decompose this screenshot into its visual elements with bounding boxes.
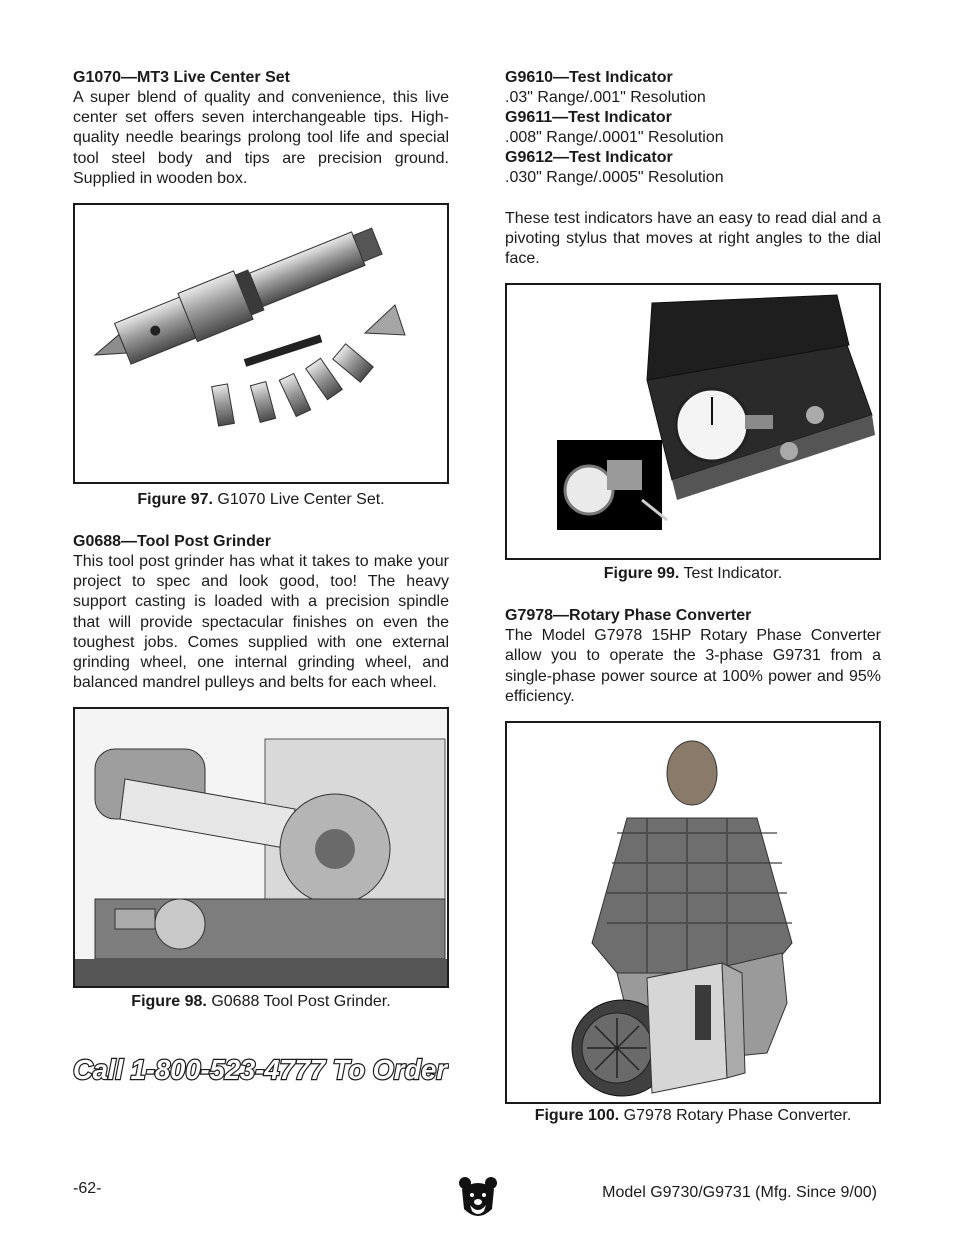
figure-98-text: G0688 Tool Post Grinder. [206, 993, 391, 1011]
figure-97-text: G1070 Live Center Set. [212, 491, 385, 509]
figure-99-label: Figure 99. [603, 565, 680, 583]
g0688-body: This tool post grinder has what it takes to make your project to spec and look good, too! The heavy support casting is loaded with a precision spindle that will provide spectacular finishes on even the toughest jobs. Comes supplied with one external grinding wheel, one internal grinding wheel, and balanced mandrel pulleys and belts for each wheel. [73, 553, 449, 692]
live-center-set-image [75, 205, 447, 482]
right-column [505, 68, 881, 1126]
g9612-spec: .030" Range/.0005" Resolution [505, 169, 724, 187]
figure-100-rotary-phase-converter [505, 721, 881, 1104]
page-number: -62- [73, 1180, 102, 1197]
figure-97-live-center-set [73, 203, 449, 484]
indicator-list [505, 68, 881, 189]
bear-head-logo-icon [458, 1175, 498, 1223]
g1070-heading: G1070—MT3 Live Center Set [73, 69, 290, 86]
g0688-heading: G0688—Tool Post Grinder [73, 533, 271, 551]
g7978-body: The Model G7978 15HP Rotary Phase Converter allow you to operate the 3-phase G9731 from a single-phase power source at 100% power and 95% efficiency. [505, 627, 881, 705]
g9610-heading: G9610—Test Indicator [505, 69, 673, 86]
left-column [73, 68, 449, 1012]
figure-97-caption [73, 490, 449, 510]
g9612-heading: G9612—Test Indicator [505, 149, 673, 167]
tool-post-grinder-image [75, 709, 447, 986]
g7978-heading: G7978—Rotary Phase Converter [505, 607, 752, 625]
test-indicator-image [507, 285, 879, 558]
figure-98-caption [73, 992, 449, 1012]
model-footer: Model G9730/G9731 (Mfg. Since 9/00) [602, 1184, 877, 1201]
figure-99-text: Test Indicator. [679, 565, 783, 583]
indicator-body: These test indicators have an easy to read dial and a pivoting stylus that moves at right angles to the dial face. [505, 209, 881, 268]
rotary-phase-converter-image [507, 723, 879, 1102]
figure-98-tool-post-grinder [73, 707, 449, 988]
g1070-body: A super blend of quality and convenience, this live center set offers seven interchangeable tips. High-quality needle bearings prolong tool life and special tool steel body and tips are precision ground. Supplied in wooden box. [73, 89, 449, 187]
g9611-spec: .008" Range/.0001" Resolution [505, 129, 724, 147]
order-banner-text: Call 1-800-523-4777 To Order [73, 1054, 449, 1085]
figure-100-text: G7978 Rotary Phase Converter. [619, 1107, 852, 1125]
g9611-heading: G9611—Test Indicator [505, 109, 672, 127]
figure-99-caption [505, 564, 881, 584]
figure-97-label: Figure 97. [137, 491, 213, 509]
figure-98-label: Figure 98. [131, 993, 207, 1011]
figure-99-test-indicator [505, 283, 881, 560]
figure-100-caption [505, 1106, 881, 1126]
figure-100-label: Figure 100. [534, 1107, 620, 1125]
order-phone-banner [73, 1048, 449, 1093]
g9610-spec: .03" Range/.001" Resolution [505, 89, 706, 106]
